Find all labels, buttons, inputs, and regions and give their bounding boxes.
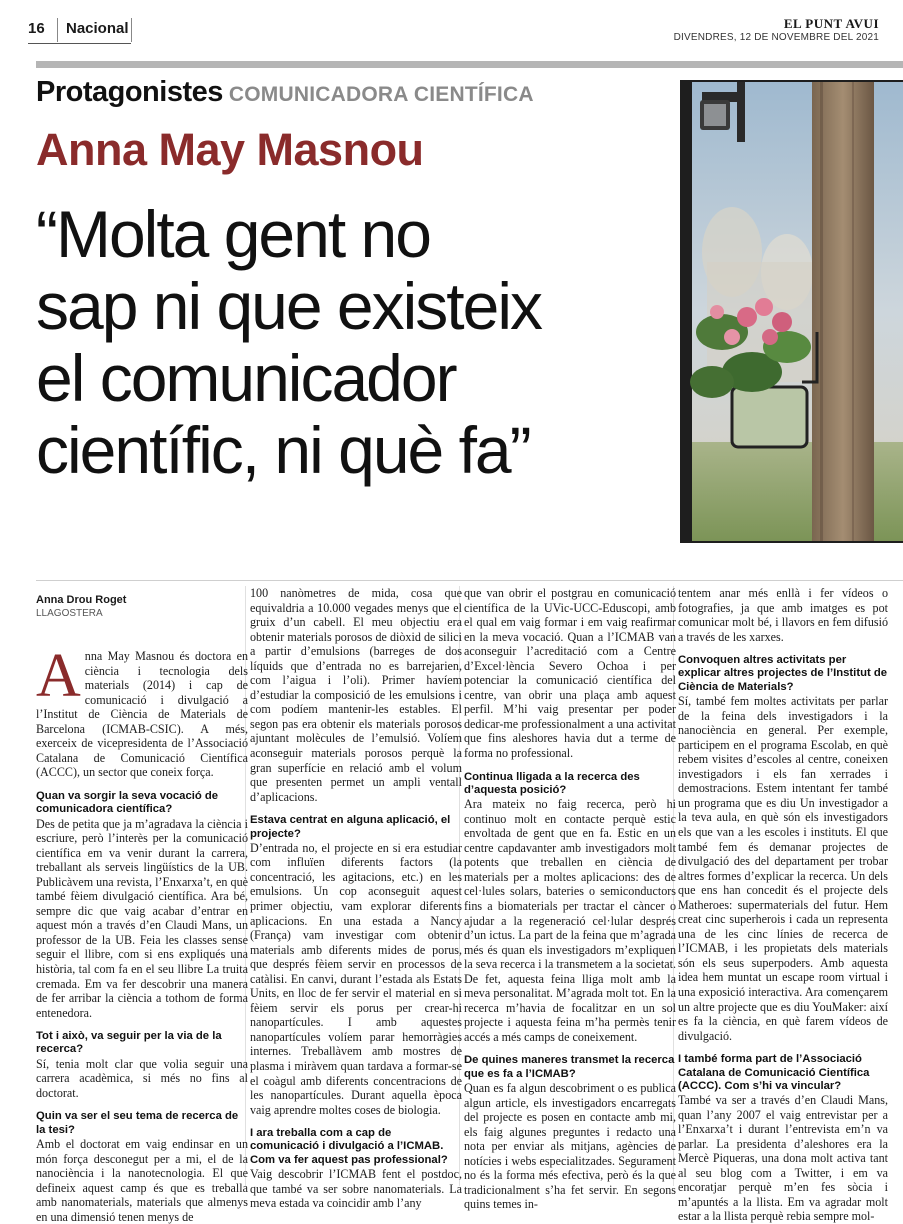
column-3-body (464, 586, 676, 1212)
photo-illustration (692, 82, 903, 541)
location: LLAGOSTERA (36, 608, 103, 619)
headline-quote (36, 198, 686, 486)
interview-question: Tot i això, va seguir per la via de la recerca? (36, 1030, 222, 1056)
article-column-3 (464, 586, 676, 1212)
header-rule (28, 43, 131, 44)
column-4-body (678, 586, 888, 1224)
interview-answer: 100 nanòmetres de mida, cosa que equivaldria a 10.000 vegades menys que el gruix d’un cabell. El meu objectiu era obtenir materials porosos de diòxid de silici a partir d’emulsions (barreges de dos líquids que d’entrada no es barrejarien, com l’aigua i l’oli). Primer havíem d’estudiar la composició de les emulsions i com podíem mantenir-les estables. El segon pas era obtenir els materials porosos ajuntant molècules de l’emulsió. Volíem aconseguir materials porosos perquè la gran superfície en relació amb el volum que presenten permet un ampli ventall d’aplicacions. (250, 586, 462, 804)
drop-cap: A (36, 642, 81, 710)
interview-question: Convoquen altres activitats per explicar altres projectes de l’Institut de Ciència de Materials? (678, 654, 888, 693)
interviewee-name: Anna May Masnou (36, 124, 424, 175)
interview-question: I també forma part de l’Associació Catalana de Comunicació Científica (ACCC). Com s’hi va vincular? (678, 1053, 870, 1092)
top-gray-rule (36, 61, 903, 68)
interview-answer: Amb el doctorat em vaig endinsar en un món força desconegut per a mi, el de la nanociència i la nanotecnologia. El que defineix aquest camp és que es treballa amb nanomaterials, materials que almenys en una dimensió tenen menys de (36, 1137, 248, 1224)
section-name: Nacional (66, 20, 129, 37)
issue-date: DIVENDRES, 12 DE NOVEMBRE DEL 2021 (673, 32, 879, 43)
article-column-4 (678, 586, 888, 1224)
interview-question: De quines maneres transmet la recerca que es fa a l’ICMAB? (464, 1054, 675, 1080)
interview-answer: Sí, també fem moltes activitats per parlar de la feina dels investigadors i la nanociència en general. Per exemple, participem en el programa Escolab, en què rebem visites d’escoles al centre, coneixen investigadors i els fan xerrades i demostracions. Estem intentant fer també un programa que es diu Un investigador a la teva aula, en què són els investigadors els que van a les escoles i instituts. El que també fem és demanar projectes de divulgació des del departament per trobar altres formes d’explicar la recerca. Un dels que ens han concedit és el projecte dels Matheroes: supermaterials del futur. Hem creat cinc superherois i cada un representa una de les cinc línies de recerca de l’ICMAB, i les propietats dels materials són els seus superpoders. Amb aquesta idea hem muntat un escape room virtual i una exposició interactiva. Ara començarem un altre projecte que es diu YouMaker: així es fa la ciència, en què farem vídeos de divulgació. (678, 694, 888, 1043)
header-divider (57, 18, 58, 42)
interview-answer: Ara mateix no faig recerca, però hi continuo molt en contacte perquè estic envoltada de gent que en fa. Estic en un centre capdavanter amb investigadors molt potents que treballen en ciència de materials per a moltes aplicacions: des de cel·lules solars, bateries o semiconductors fins a biomaterials per tractar el càncer o ajudar a la regeneració cel·lular després d’un ictus. La part de la feina que m’agrada més és quan els investigadors m’expliquen la seva recerca i la transmetem a la societat. De fet, aquesta feina lliga molt amb la meva personalitat. M’agrada molt tot. En la recerca m’havia de focalitzar en un sol projecte i aquesta feina m’ha permès tenir accés a més camps de coneixement. (464, 797, 676, 1044)
body-rule (36, 580, 903, 581)
interview-answer: Quan es fa algun descobriment o es publica algun article, els investigadors encarregats del projecte es posen en contacte amb mi, els faig algunes preguntes i redacto una nota per enviar als mitjans, agències de notícies i webs especialitzades. Segurament no és la forma més efectiva, però és la que tradicionalment s’ha fet servir. En segons quins temes in- (464, 1081, 676, 1212)
article-column-2 (250, 586, 462, 1211)
byline: Anna Drou Roget (36, 594, 127, 606)
interview-answer: D’entrada no, el projecte en si era estudiar com influïen diferents factors (la concentració, les agitacions, etc.) en les emulsions. Un cop aconseguit aquest primer objectiu, vam explorar diferents aplicacions. En una estada a Nancy (França) vam investigar com obtenir materials amb diferents mides de porus, que després fèiem servir en processos de catàlisi. En canvi, durant l’estada als Estats Units, en lloc de fer servir el material en si fèiem servir els porus per crear-hi nanopartícules. I amb aquestes nanopartícules volíem parar hemorràgies internes. Treballàvem amb mostres de plasma i miràvem quan tardava a formar-se el coàgul amb diferents concentracions de les nanopartícules. Durant aquella època vaig aprendre moltes coses de biologia. (250, 840, 462, 1117)
column-1-body (36, 790, 248, 1224)
kicker (36, 76, 534, 109)
interview-question: Quin va ser el seu tema de recerca de la tesi? (36, 1110, 239, 1136)
photo-icon (680, 80, 903, 543)
headline-line: sap ni que existeix (36, 269, 541, 343)
column-2-body (250, 586, 462, 1211)
page-number: 16 (28, 20, 45, 37)
interview-question: Estava centrat en alguna aplicació, el projecte? (250, 814, 451, 840)
headline-line: científic, ni què fa” (36, 413, 530, 487)
article-column-1 (36, 586, 248, 1224)
kicker-sub: COMUNICADORA CIENTÍFICA (228, 83, 534, 106)
interview-question: Continua lligada a la recerca des d’aquesta posició? (464, 770, 640, 796)
interview-answer: tentem anar més enllà i fer vídeos o fotografies, ja que amb imatges es pot comunicar molt bé, i llavors en fem difusió a través de les xarxes. (678, 586, 888, 644)
masthead: EL PUNT AVUI (783, 16, 879, 31)
interview-question: I ara treballa com a cap de comunicació i divulgació a l’ICMAB. Com va fer aquest pas professional? (250, 1127, 448, 1166)
interview-answer: Des de petita que ja m’agradava la ciència i escriure, però l’interès per la comunicació científica em va venir durant la carrera, treballant als serveis lingüístics de la UB. Publicàvem una revista, l’Enxarxa’t, en què també fèiem divulgació científica. Ara bé, sempre dic que vaig acabar d’entrar en aquest món a través d’en Claudi Mans, un professor de la UB. Feia les classes sense seguir el llibre, com si ens expliqués una història, tal com fa en el seu llibre La truita cremada. Em va fer descobrir una manera de fer arribar la ciència a tothom de forma entenedora. (36, 816, 248, 1020)
headline-line: “Molta gent no (36, 197, 430, 271)
interview-answer: Sí, tenia molt clar que volia seguir una carrera acadèmica, si més no fins al doctorat. (36, 1056, 248, 1100)
lead-text: nna May Masnou és doctora en ciència i tecnologia dels materials (2014) i cap de comunicació i divulgació a l’Institut de Ciència de Materials de Barcelona (ICMAB-CSIC). A més, exerceix de vicepresidenta de l’Associació Catalana de Comunicació Científica (ACCC), un sector que coneix força. (36, 649, 248, 780)
interview-answer: També va ser a través d’en Claudi Mans, quan l’any 2007 el vaig entrevistar per a l’Enxarxa’t i durant l’entrevista em’n va parlar. La presidenta d’aleshores era la Mercè Piqueras, una dona molt activa tant al seu blog com a Twitter, i em va encoratjar perquè m’en fes sòcia i m’apuntés a la llista. Em va agradar molt estar a la llista perquè rebia sempre mol- (678, 1093, 888, 1224)
interview-answer: que van obrir el postgrau en comunicació científica de la UVic-UCC-Eduscopi, amb el qual em vaig formar i em vaig reafirmar en la meva vocació. Quan a l’ICMAB van aconseguir l’acreditació com a Centre d’Excel·lència Severo Ochoa i per potenciar la comunicació científica del centre, van obrir una plaça amb aquest perfil. M’hi vaig presentar per poder dedicar-me professionalment a una activitat que fins aleshores havia dut a terme de forma no professional. (464, 586, 676, 761)
interview-question: Quan va sorgir la seva vocació de comunicadora científica? (36, 789, 219, 816)
interview-answer: Vaig descobrir l’ICMAB fent el postdoc, que també va ser sobre nanomaterials. La meva estada va coincidir amb l’any (250, 1167, 462, 1211)
headline-line: el comunicador (36, 341, 456, 415)
article-lead (36, 642, 248, 780)
header-divider (131, 18, 132, 42)
page-header (0, 0, 903, 54)
kicker-main: Protagonistes (36, 76, 223, 108)
